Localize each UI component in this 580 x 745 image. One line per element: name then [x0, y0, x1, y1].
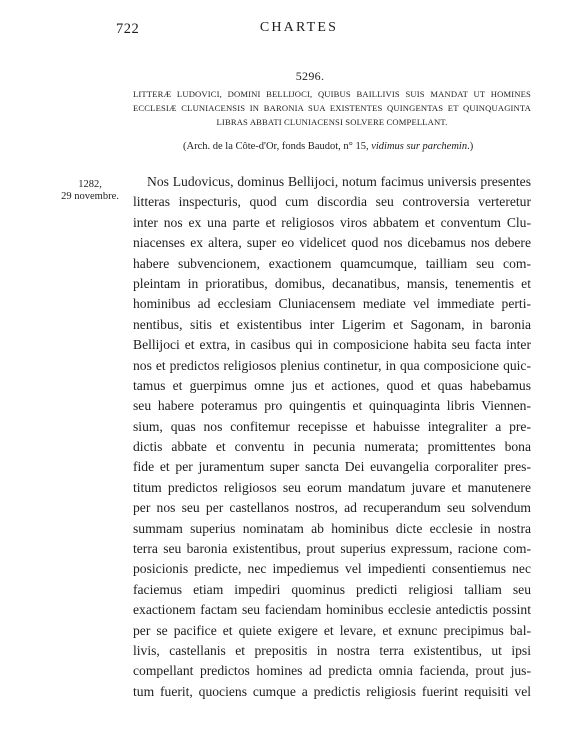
body-line: compellant predictos homines ad predicta omnia facienda, prout jus- — [133, 663, 531, 679]
page-number: 722 — [116, 21, 140, 37]
body-line: pleintam in prioratibus, domibus, decanatibus, mansis, tenementis et — [133, 275, 531, 291]
margin-year: 1282, — [78, 179, 102, 190]
body-line: terra seu baronia existentibus, prout superius expressum, racione com- — [133, 541, 531, 557]
body-line: dictis abbate et conventu in pecunia numerata; promittentes bona — [133, 439, 531, 455]
body-line: Nos Ludovicus, dominus Bellijoci, notum facimus universis presentes — [147, 174, 531, 189]
margin-day: 29 novembre. — [61, 191, 119, 202]
body-line: litteras inspecturis, quod cum discordia seu controversia verteretur — [133, 194, 531, 210]
body-line: nos et predictos religiosos plenius continetur, in qua composicione quic- — [133, 357, 531, 373]
body-line: tamus et guerpimus omne jus et actiones, quod et quas habebamus — [133, 377, 531, 393]
body-line: seu habere poteramus pro quingentis et quinquaginta libris Viennen- — [133, 398, 531, 414]
charter-number: 5296. — [295, 69, 325, 83]
rubric-line: LIBRAS ABBATI CLUNIACENSI SOLVERE COMPELLANT. — [216, 117, 448, 127]
body-line: per se pacifice et quiete exigere et levare, et exnunc precipimus bal- — [133, 622, 531, 638]
running-title — [0, 20, 580, 36]
charter-body — [133, 172, 531, 702]
body-line: hominibus ad ecclesiam Cluniacensem mediate vel immediate perti- — [133, 296, 531, 312]
body-line: posicionis predicte, nec impediemus vel impedienti consentiemus nec — [133, 561, 531, 577]
body-line: niacenses ex altera, super eo videlicet quod nos dicebamus nos debere — [133, 235, 531, 251]
archival-source: (Arch. de la Côte-d'Or, fonds Baudot, n° 15, vidimus sur parchemin.) — [183, 141, 474, 152]
body-line: livis, castellanis et prepositis in nostra terra existentibus, ut ipsi — [133, 642, 531, 658]
body-line: summam superius nominatam ab hominibus dicte ecclesie in nostra — [133, 520, 531, 536]
charter-rubric — [133, 87, 531, 129]
running-title-text: CHARTES — [259, 20, 339, 35]
body-line: faciemus etiam impediri quominus predicti religiosi talliam seu — [133, 581, 531, 597]
body-line: inter nos ex una parte et religiosos viros abbatem et conventum Clu- — [133, 214, 531, 230]
body-line: exactionem factam seu faciendam hominibus ecclesie antedictis possint — [133, 602, 531, 618]
source-italic: vidimus sur parchemin — [371, 141, 468, 152]
rubric-line: ECCLESIÆ CLUNIACENSIS IN BARONIA SUA EXISTENTES QUINGENTAS ET QUINQUAGINTA — [133, 103, 531, 113]
rubric-line: LITTERÆ LUDOVICI, DOMINI BELLIJOCI, QUIBUS BAILLIVIS SUIS MANDAT UT HOMINES — [133, 89, 531, 99]
body-line: habere subvencionem, exactionem quamcumque, tailliam seu com- — [133, 255, 531, 271]
body-line: per nos seu per castellanos nostros, ad recuperandum seu solvendum — [133, 500, 531, 516]
body-line: fide et per juramentum super sancta Dei euvangelia corporaliter pres- — [133, 459, 531, 475]
body-line: nentibus, sitis et existentibus inter Ligerim et Sagonam, in baronia — [133, 316, 531, 332]
body-line: sium, quas nos confitemur recepisse et habuisse integraliter a pre- — [133, 418, 531, 434]
body-line: tum fuerit, quociens cumque a predictis religiosis fuerint requisiti vel — [133, 683, 531, 699]
body-line: Bellijoci et extra, in casibus qui in composicione habita seu facta inter — [133, 337, 531, 353]
body-line: titum predictos religiosos seu eorum mandatum juvare et manutenere — [133, 479, 531, 495]
margin-date — [56, 179, 124, 203]
